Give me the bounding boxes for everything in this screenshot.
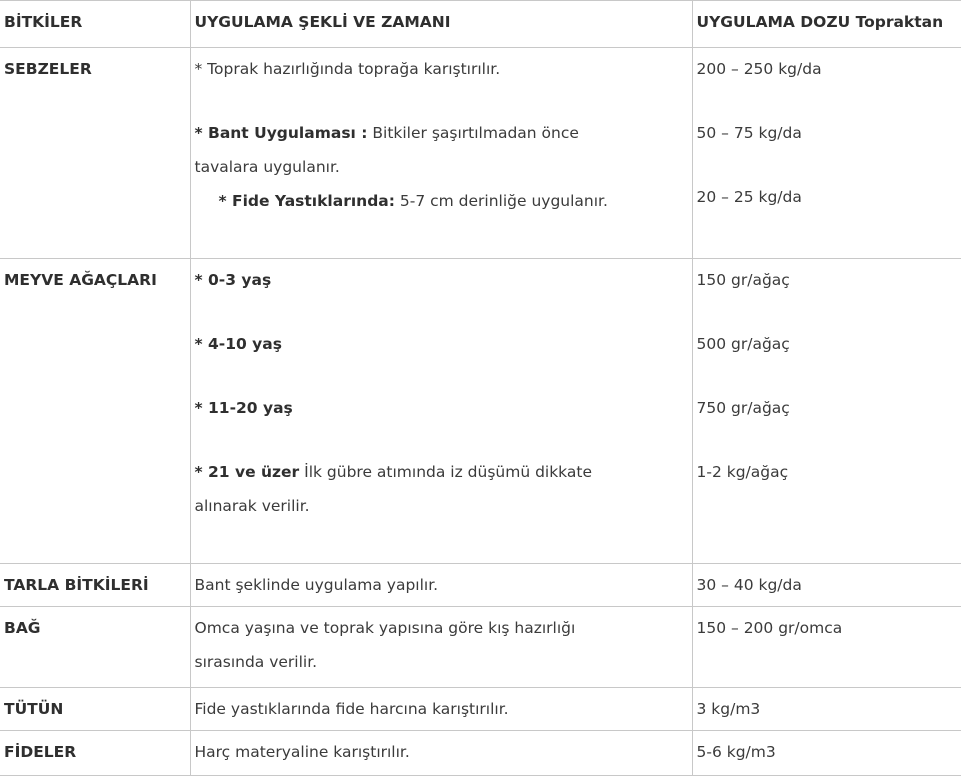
dose-value: 50 – 75 kg/da — [697, 116, 961, 150]
application-method: Fide yastıklarında fide harcına karıştırılır. — [190, 688, 692, 731]
method-line — [195, 116, 692, 150]
table-row-fideler — [0, 731, 961, 776]
table-header-row — [0, 1, 961, 48]
tree-age-label: * 11-20 yaş — [195, 399, 293, 417]
application-dose: 150 – 200 gr/omca — [692, 607, 961, 688]
method-line — [195, 455, 692, 489]
dose-value: 500 gr/ağaç — [697, 327, 961, 361]
dose-value: 200 – 250 kg/da — [697, 52, 961, 86]
application-dose — [692, 259, 961, 564]
dose-value: 20 – 25 kg/da — [697, 180, 961, 214]
application-dose — [692, 48, 961, 259]
application-method — [190, 607, 692, 688]
application-dose: 5-6 kg/m3 — [692, 731, 961, 776]
application-method — [190, 48, 692, 259]
method-line: sırasında verilir. — [195, 645, 692, 679]
application-method — [190, 259, 692, 564]
application-dose: 3 kg/m3 — [692, 688, 961, 731]
tree-age-label: * 21 ve üzer — [195, 463, 300, 481]
method-line — [195, 263, 692, 297]
plant-name: MEYVE AĞAÇLARI — [0, 259, 190, 564]
plant-name: FİDELER — [0, 731, 190, 776]
table-row-bag — [0, 607, 961, 688]
dose-value: 1-2 kg/ağaç — [697, 455, 961, 489]
method-line — [195, 391, 692, 425]
dose-value: 750 gr/ağaç — [697, 391, 961, 425]
application-method: Bant şeklinde uygulama yapılır. — [190, 564, 692, 607]
table-row-tutun — [0, 688, 961, 731]
tree-age-label: * 0-3 yaş — [195, 271, 272, 289]
method-bold-label: * Fide Yastıklarında: — [219, 192, 395, 210]
table-row-tarla-bitkileri — [0, 564, 961, 607]
method-text: Bitkiler şaşırtılmadan önce — [367, 124, 578, 142]
plant-name: TARLA BİTKİLERİ — [0, 564, 190, 607]
method-text: İlk gübre atımında iz düşümü dikkate — [299, 463, 592, 481]
method-bold-label: * Bant Uygulaması : — [195, 124, 368, 142]
method-line: Omca yaşına ve toprak yapısına göre kış hazırlığı — [195, 611, 692, 645]
plant-name: SEBZELER — [0, 48, 190, 259]
header-method: UYGULAMA ŞEKLİ VE ZAMANI — [190, 1, 692, 48]
plant-name: BAĞ — [0, 607, 190, 688]
method-line — [195, 184, 692, 218]
tree-age-label: * 4-10 yaş — [195, 335, 282, 353]
application-method: Harç materyaline karıştırılır. — [190, 731, 692, 776]
method-line: alınarak verilir. — [195, 489, 692, 523]
method-text: 5-7 cm derinliğe uygulanır. — [395, 192, 608, 210]
header-dose: UYGULAMA DOZU Topraktan — [692, 1, 961, 48]
header-plants: BİTKİLER — [0, 1, 190, 48]
method-line: * Toprak hazırlığında toprağa karıştırılır. — [195, 52, 692, 86]
method-line — [195, 327, 692, 361]
application-dose: 30 – 40 kg/da — [692, 564, 961, 607]
method-line: tavalara uygulanır. — [195, 150, 692, 184]
table-row-sebzeler — [0, 48, 961, 259]
dose-value: 150 gr/ağaç — [697, 263, 961, 297]
table-row-meyve-agaclari — [0, 259, 961, 564]
plant-name: TÜTÜN — [0, 688, 190, 731]
